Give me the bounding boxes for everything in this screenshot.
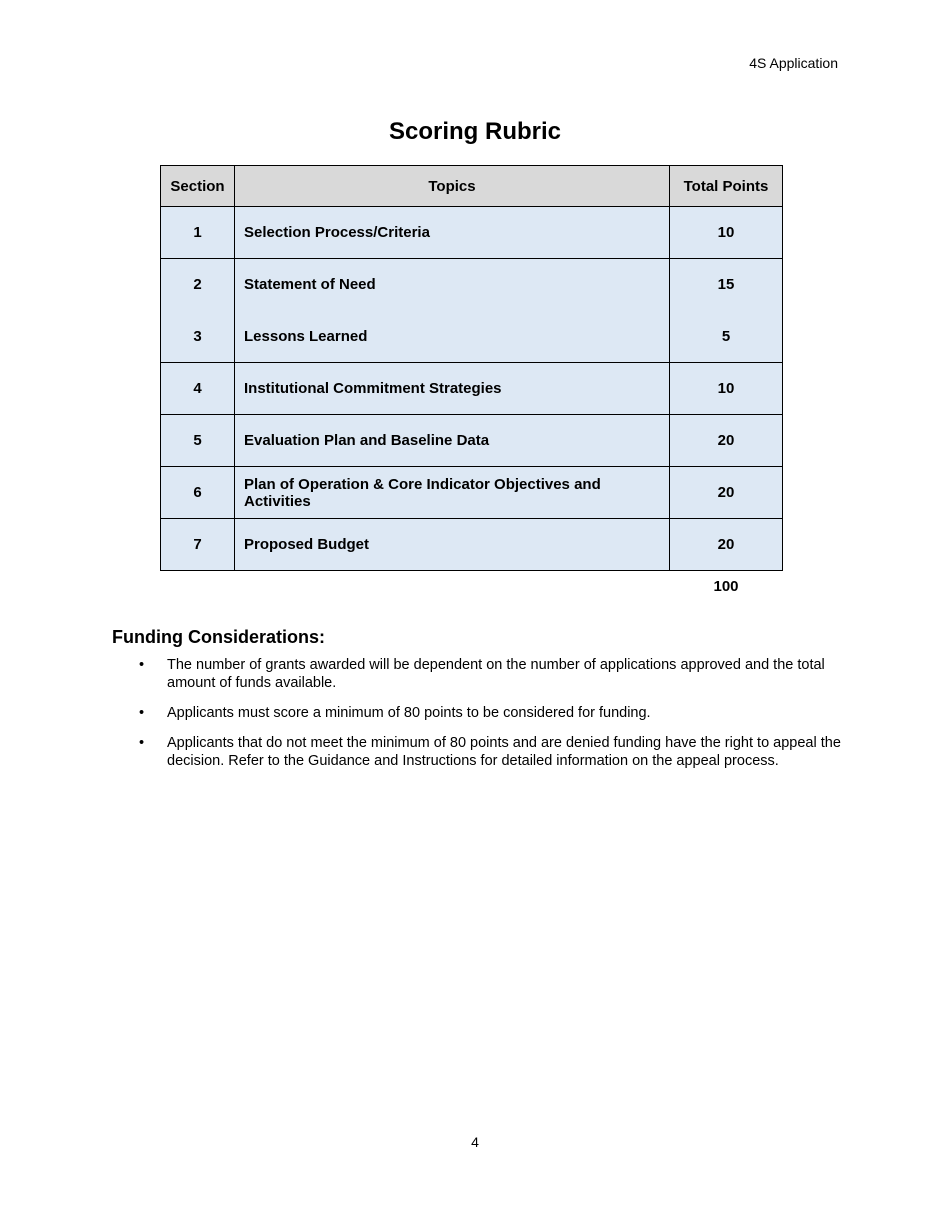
funding-list bbox=[112, 656, 842, 770]
funding-considerations-section bbox=[112, 627, 842, 782]
total-row bbox=[161, 571, 783, 602]
table-row bbox=[161, 207, 783, 259]
row-points: 20 bbox=[670, 415, 783, 467]
scoring-rubric-table bbox=[160, 165, 783, 601]
row-topic: Statement of Need bbox=[235, 259, 670, 311]
row-section: 1 bbox=[161, 207, 235, 259]
bullet-icon: • bbox=[139, 657, 145, 673]
row-section: 2 bbox=[161, 259, 235, 311]
row-topic: Proposed Budget bbox=[235, 519, 670, 571]
row-topic: Plan of Operation & Core Indicator Objectives and Activities bbox=[235, 467, 670, 519]
row-section: 5 bbox=[161, 415, 235, 467]
header-topics: Topics bbox=[235, 166, 670, 207]
row-points: 10 bbox=[670, 363, 783, 415]
table-header-row bbox=[161, 166, 783, 207]
list-item bbox=[112, 734, 842, 770]
table-row bbox=[161, 363, 783, 415]
row-points: 10 bbox=[670, 207, 783, 259]
row-points: 20 bbox=[670, 519, 783, 571]
list-item bbox=[112, 656, 842, 692]
page-title: Scoring Rubric bbox=[388, 118, 562, 145]
table-row bbox=[161, 311, 783, 363]
row-section: 3 bbox=[161, 311, 235, 363]
row-section: 6 bbox=[161, 467, 235, 519]
page-number: 4 bbox=[471, 1134, 479, 1150]
row-topic: Institutional Commitment Strategies bbox=[235, 363, 670, 415]
row-topic: Evaluation Plan and Baseline Data bbox=[235, 415, 670, 467]
table-row bbox=[161, 415, 783, 467]
row-topic: Lessons Learned bbox=[235, 311, 670, 363]
row-section: 4 bbox=[161, 363, 235, 415]
list-item-text: The number of grants awarded will be dependent on the number of applications approved and the total amount of funds available. bbox=[167, 657, 825, 691]
document-header-label: 4S Application bbox=[749, 55, 838, 71]
list-item-text: Applicants that do not meet the minimum of 80 points and are denied funding have the right to appeal the decision. Refer to the Guidance and Instructions for detailed information on the appeal process. bbox=[167, 735, 841, 769]
table-row bbox=[161, 259, 783, 311]
row-points: 15 bbox=[670, 259, 783, 311]
total-points: 100 bbox=[713, 577, 739, 595]
row-section: 7 bbox=[161, 519, 235, 571]
row-points: 5 bbox=[670, 311, 783, 363]
table-row bbox=[161, 467, 783, 519]
table-row bbox=[161, 519, 783, 571]
list-item-text: Applicants must score a minimum of 80 points to be considered for funding. bbox=[167, 705, 651, 721]
bullet-icon: • bbox=[139, 705, 145, 721]
list-item bbox=[112, 704, 842, 722]
bullet-icon: • bbox=[139, 735, 145, 751]
row-points: 20 bbox=[670, 467, 783, 519]
header-total-points: Total Points bbox=[670, 166, 783, 207]
header-section: Section bbox=[161, 166, 235, 207]
row-topic: Selection Process/Criteria bbox=[235, 207, 670, 259]
funding-heading: Funding Considerations: bbox=[112, 627, 325, 647]
